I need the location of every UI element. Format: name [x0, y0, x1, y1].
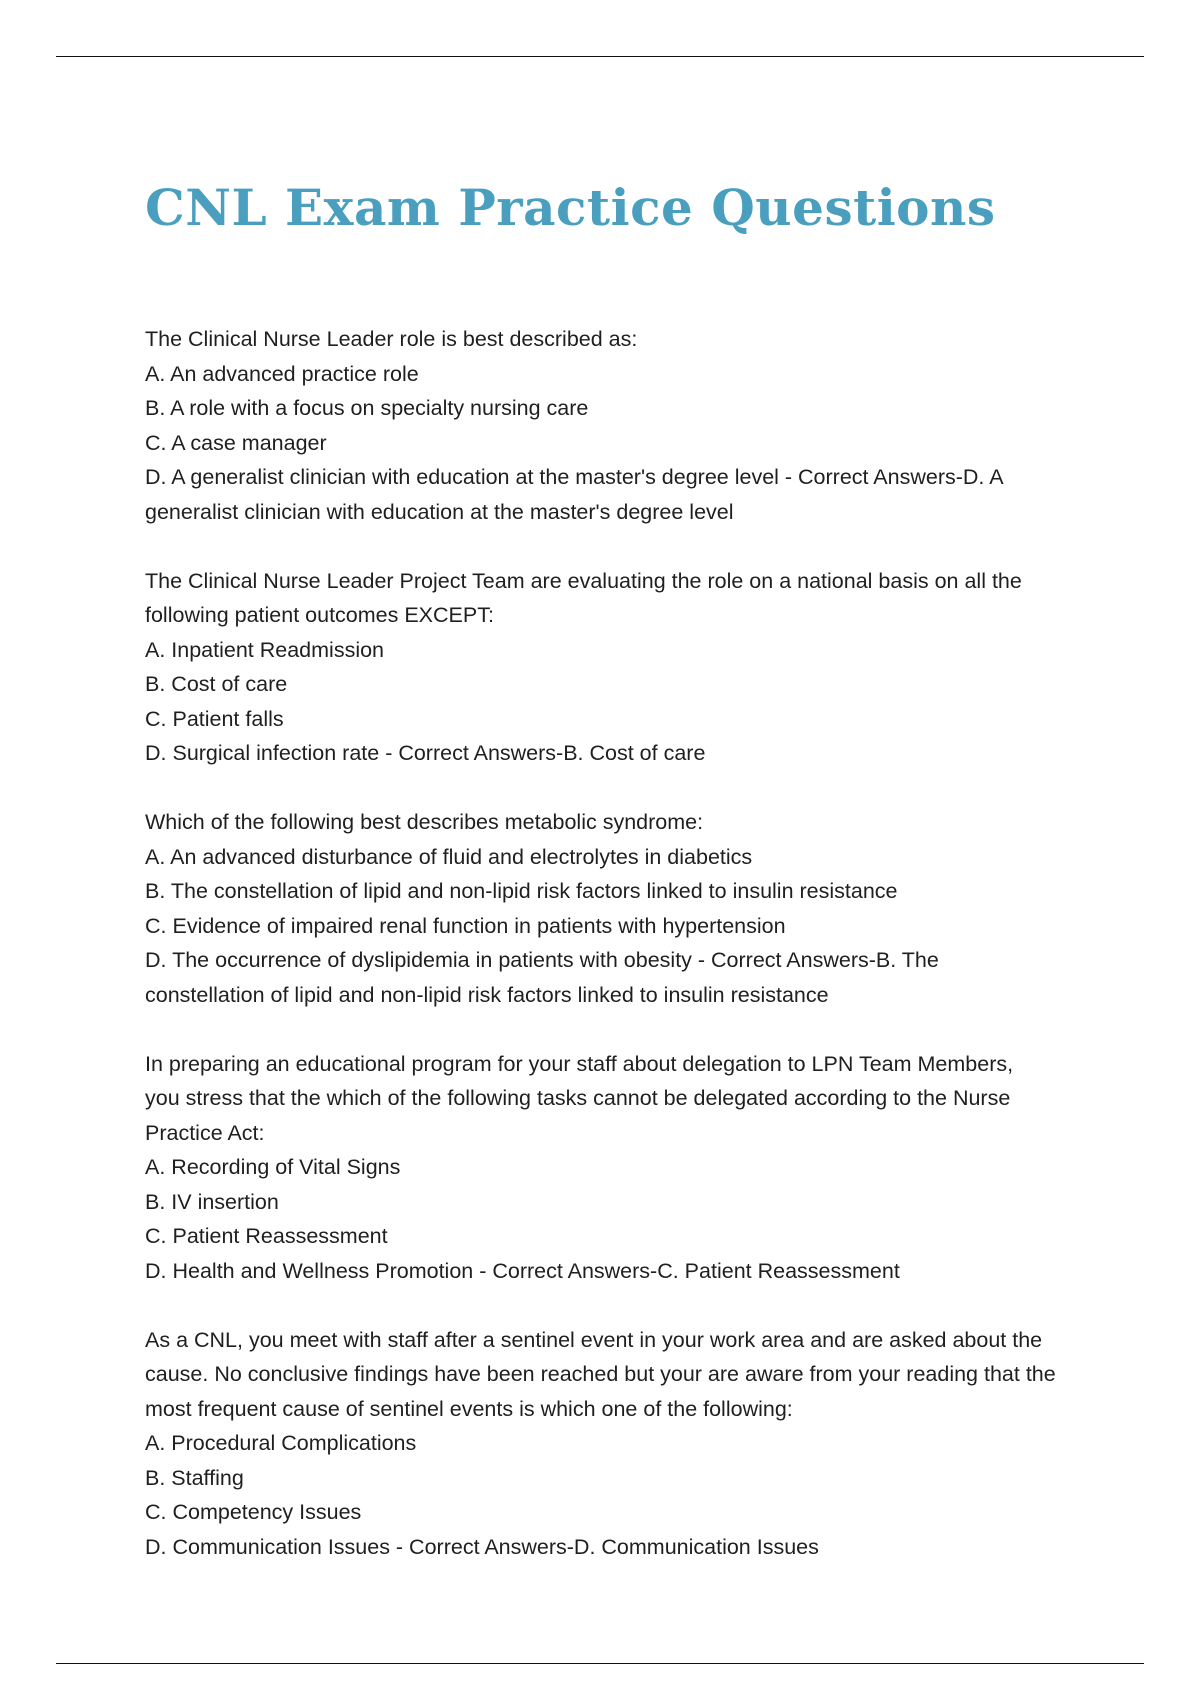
document-title: CNL Exam Practice Questions — [145, 178, 996, 237]
answer-option-with-correct-answer: D. The occurrence of dyslipidemia in patients with obesity - Correct Answers-B. The — [145, 948, 939, 972]
question-stem: Which of the following best describes metabolic syndrome: — [145, 810, 704, 834]
answer-option: B. Staffing — [145, 1465, 244, 1490]
answer-option: B. A role with a focus on specialty nursing care — [145, 396, 589, 420]
question-block — [145, 805, 1095, 1012]
correct-answer-continuation: generalist clinician with education at the master's degree level — [145, 499, 734, 524]
question-block — [145, 1323, 1095, 1565]
answer-option: A. An advanced practice role — [145, 361, 419, 386]
question-block — [145, 322, 1095, 529]
question-stem-continuation: you stress that the which of the following tasks cannot be delegated according to the Nurse — [145, 1086, 1011, 1110]
question-stem-continuation: Practice Act: — [145, 1120, 265, 1145]
answer-option-with-correct-answer: D. Surgical infection rate - Correct Answers-B. Cost of care — [145, 741, 706, 765]
answer-option: A. Procedural Complications — [145, 1431, 417, 1455]
answer-option-with-correct-answer: D. A generalist clinician with education at the master's degree level - Correct Answers-D. A — [145, 465, 1004, 489]
question-stem-continuation: following patient outcomes EXCEPT: — [145, 603, 494, 627]
answer-option: A. Inpatient Readmission — [145, 637, 385, 662]
question-stem: The Clinical Nurse Leader role is best described as: — [145, 327, 638, 351]
answer-option: B. Cost of care — [145, 672, 288, 696]
header-rule — [56, 56, 1144, 57]
answer-option: C. Patient Reassessment — [145, 1224, 388, 1248]
correct-answer-continuation: constellation of lipid and non-lipid risk factors linked to insulin resistance — [145, 982, 829, 1007]
answer-option-with-correct-answer: D. Communication Issues - Correct Answers-D. Communication Issues — [145, 1534, 819, 1559]
answer-option-with-correct-answer: D. Health and Wellness Promotion - Correct Answers-C. Patient Reassessment — [145, 1258, 900, 1283]
footer-rule — [56, 1663, 1144, 1664]
answer-option: B. The constellation of lipid and non-lipid risk factors linked to insulin resistance — [145, 879, 898, 903]
question-stem-continuation: cause. No conclusive findings have been reached but your are aware from your reading that the — [145, 1362, 1056, 1386]
question-block — [145, 564, 1095, 771]
answer-option: C. A case manager — [145, 430, 327, 455]
question-stem: In preparing an educational program for your staff about delegation to LPN Team Members, — [145, 1051, 1014, 1076]
answer-option: C. Patient falls — [145, 706, 284, 731]
answer-option: A. An advanced disturbance of fluid and electrolytes in diabetics — [145, 844, 753, 869]
questions-list — [145, 322, 1095, 1599]
answer-option: C. Competency Issues — [145, 1500, 362, 1524]
answer-option: A. Recording of Vital Signs — [145, 1155, 401, 1179]
question-stem: The Clinical Nurse Leader Project Team are evaluating the role on a national basis on all the — [145, 568, 1022, 593]
question-block — [145, 1047, 1095, 1289]
question-stem-continuation: most frequent cause of sentinel events is which one of the following: — [145, 1396, 793, 1421]
answer-option: B. IV insertion — [145, 1189, 279, 1214]
answer-option: C. Evidence of impaired renal function in patients with hypertension — [145, 913, 786, 938]
question-stem: As a CNL, you meet with staff after a sentinel event in your work area and are asked about the — [145, 1327, 1043, 1352]
